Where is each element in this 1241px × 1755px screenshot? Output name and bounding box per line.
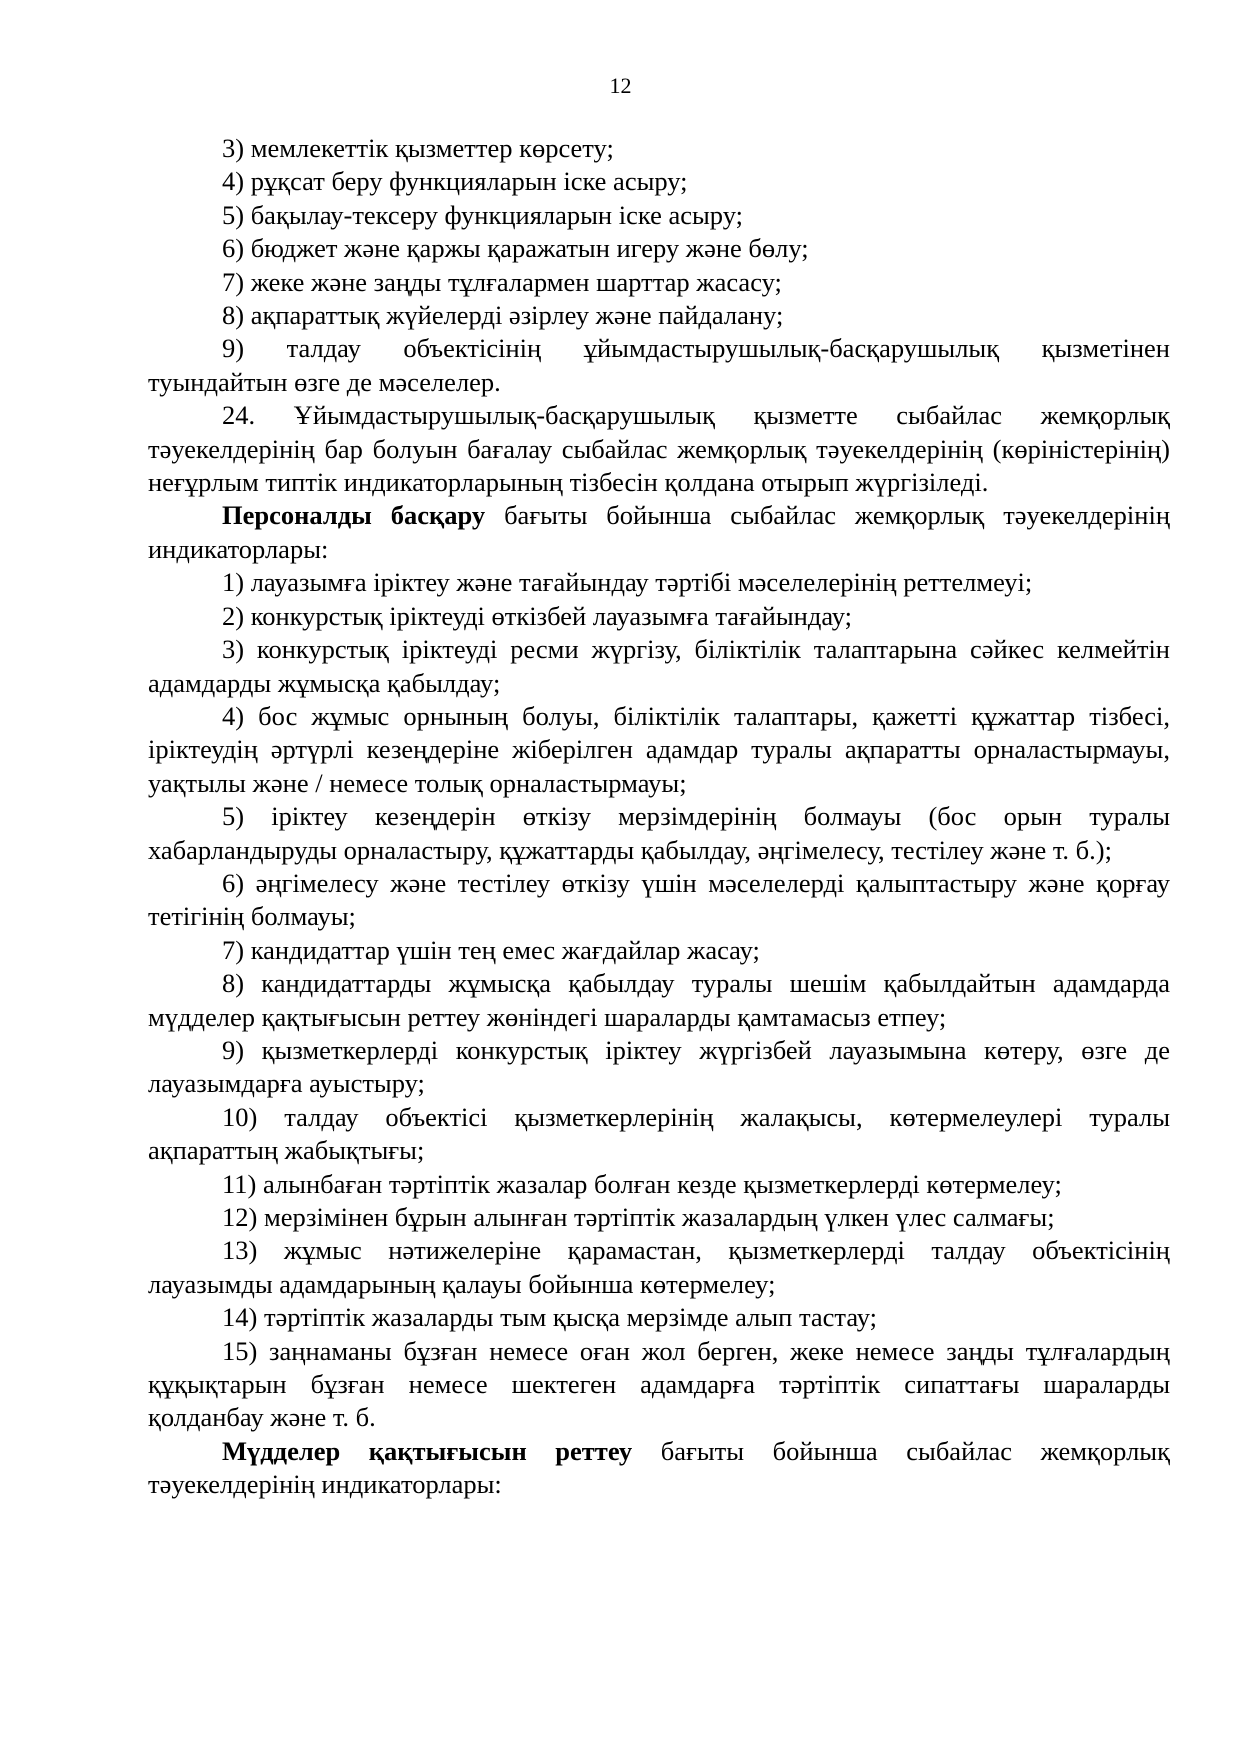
list-item: 2) конкурстық іріктеуді өткізбей лауазымға тағайындау; [222,600,853,631]
list-item: 9) қызметкерлерді конкурстық іріктеу жүргізбей лауазымына көтеру, өзге де лауазымдарға ауыстыру; [148,1034,1170,1099]
list-item: 8) кандидаттарды жұмысқа қабылдау туралы шешім қабылдайтын адамдарда мүдделер қақтығысын реттеу жөніндегі шараларды қамтамасыз етпеу; [148,968,1170,1032]
list-item: 6) әңгімелесу және тестілеу өткізу үшін мәселелерді қалыптастыру және қорғау тетігінің болмауы; [148,867,1170,932]
list-item: 7) жеке және заңды тұлғалармен шарттар жасасу; [222,266,782,297]
conflict-heading [148,1435,1170,1502]
list-item: 9) талдау объектісінің ұйымдастырушылық-басқарушылық қызметінен туындайтын өзге де мәселелер. [148,333,1170,397]
list-item: 12) мерзімінен бұрын алынған тәртіптік жазалардың үлкен үлес салмағы; [222,1202,1055,1232]
list-item: 6) бюджет және қаржы қаражатын игеру және бөлу; [222,233,809,264]
list-item: 14) тәртіптік жазаларды тым қысқа мерзімде алып тастау; [222,1302,877,1333]
personnel-heading [148,499,1170,566]
list-item: 3) конкурстық іріктеуді ресми жүргізу, біліктілік талаптарына сәйкес келмейтін адамдарды жұмысқа қабылдау; [148,634,1170,698]
document-body [148,132,1170,1502]
personnel-heading-bold: Персоналды басқару [222,500,486,531]
list-item: 4) бос жұмыс орнының болуы, біліктілік талаптары, қажетті құжаттар тізбесі, іріктеудің әртүрлі кезеңдеріне жіберілген адамдар туралы ақпаратты орналастырмауы, уақтылы және / немесе толық орналастырмауы; [148,700,1170,798]
list-item: 10) талдау объектісі қызметкерлерінің жалақысы, көтермелеулері туралы ақпараттың жабықтығы; [148,1101,1170,1166]
conflict-heading-rest: бағыты бойынша сыбайлас жемқорлық тәуекелдерінің индикаторлары: [148,1435,1170,1500]
paragraph-24: 24. Ұйымдастырушылық-басқарушылық қызметте сыбайлас жемқорлық тәуекелдерінің бар болуын бағалау сыбайлас жемқорлық тәуекелдерінің (көріністерінің) неғұрлым типтік индикаторларының тізбесін қолдана отырып жүргізіледі. [148,400,1170,498]
list-item: 3) мемлекеттік қызметтер көрсету; [222,133,614,163]
list-item: 5) іріктеу кезеңдерін өткізу мерзімдерінің болмауы (бос орын туралы хабарландыруды орналастыру, құжаттарды қабылдау, әңгімелесу, тестілеу және т. б.); [148,801,1170,865]
conflict-heading-bold: Мүдделер қақтығысын реттеу [222,1435,633,1466]
list-item: 1) лауазымға іріктеу және тағайындау тәртібі мәселелерінің реттелмеуі; [222,567,1033,598]
list-item: 15) заңнаманы бұзған немесе оған жол берген, жеке немесе заңды тұлғалардың құқықтарын бұзған немесе шектеген адамдарға тәртіптік сипаттағы шараларды қолданбау және т. б. [148,1335,1170,1433]
personnel-heading-rest: бағыты бойынша сыбайлас жемқорлық тәуекелдерінің индикаторлары: [148,500,1171,564]
list-item: 7) кандидаттар үшін тең емес жағдайлар жасау; [222,934,760,965]
page-number: 12 [609,73,632,98]
list-item: 8) ақпараттық жүйелерді әзірлеу және пайдалану; [222,300,784,331]
list-item: 4) рұқсат беру функцияларын іске асыру; [222,166,688,197]
list-item: 5) бақылау-тексеру функцияларын іске асыру; [222,199,743,230]
list-item: 13) жұмыс нәтижелеріне қарамастан, қызметкерлерді талдау объектісінің лауазымды адамдарының қалауы бойынша көтермелеу; [148,1235,1170,1299]
list-item: 11) алынбаған тәртіптік жазалар болған кезде қызметкерлерді көтермелеу; [222,1168,1062,1199]
